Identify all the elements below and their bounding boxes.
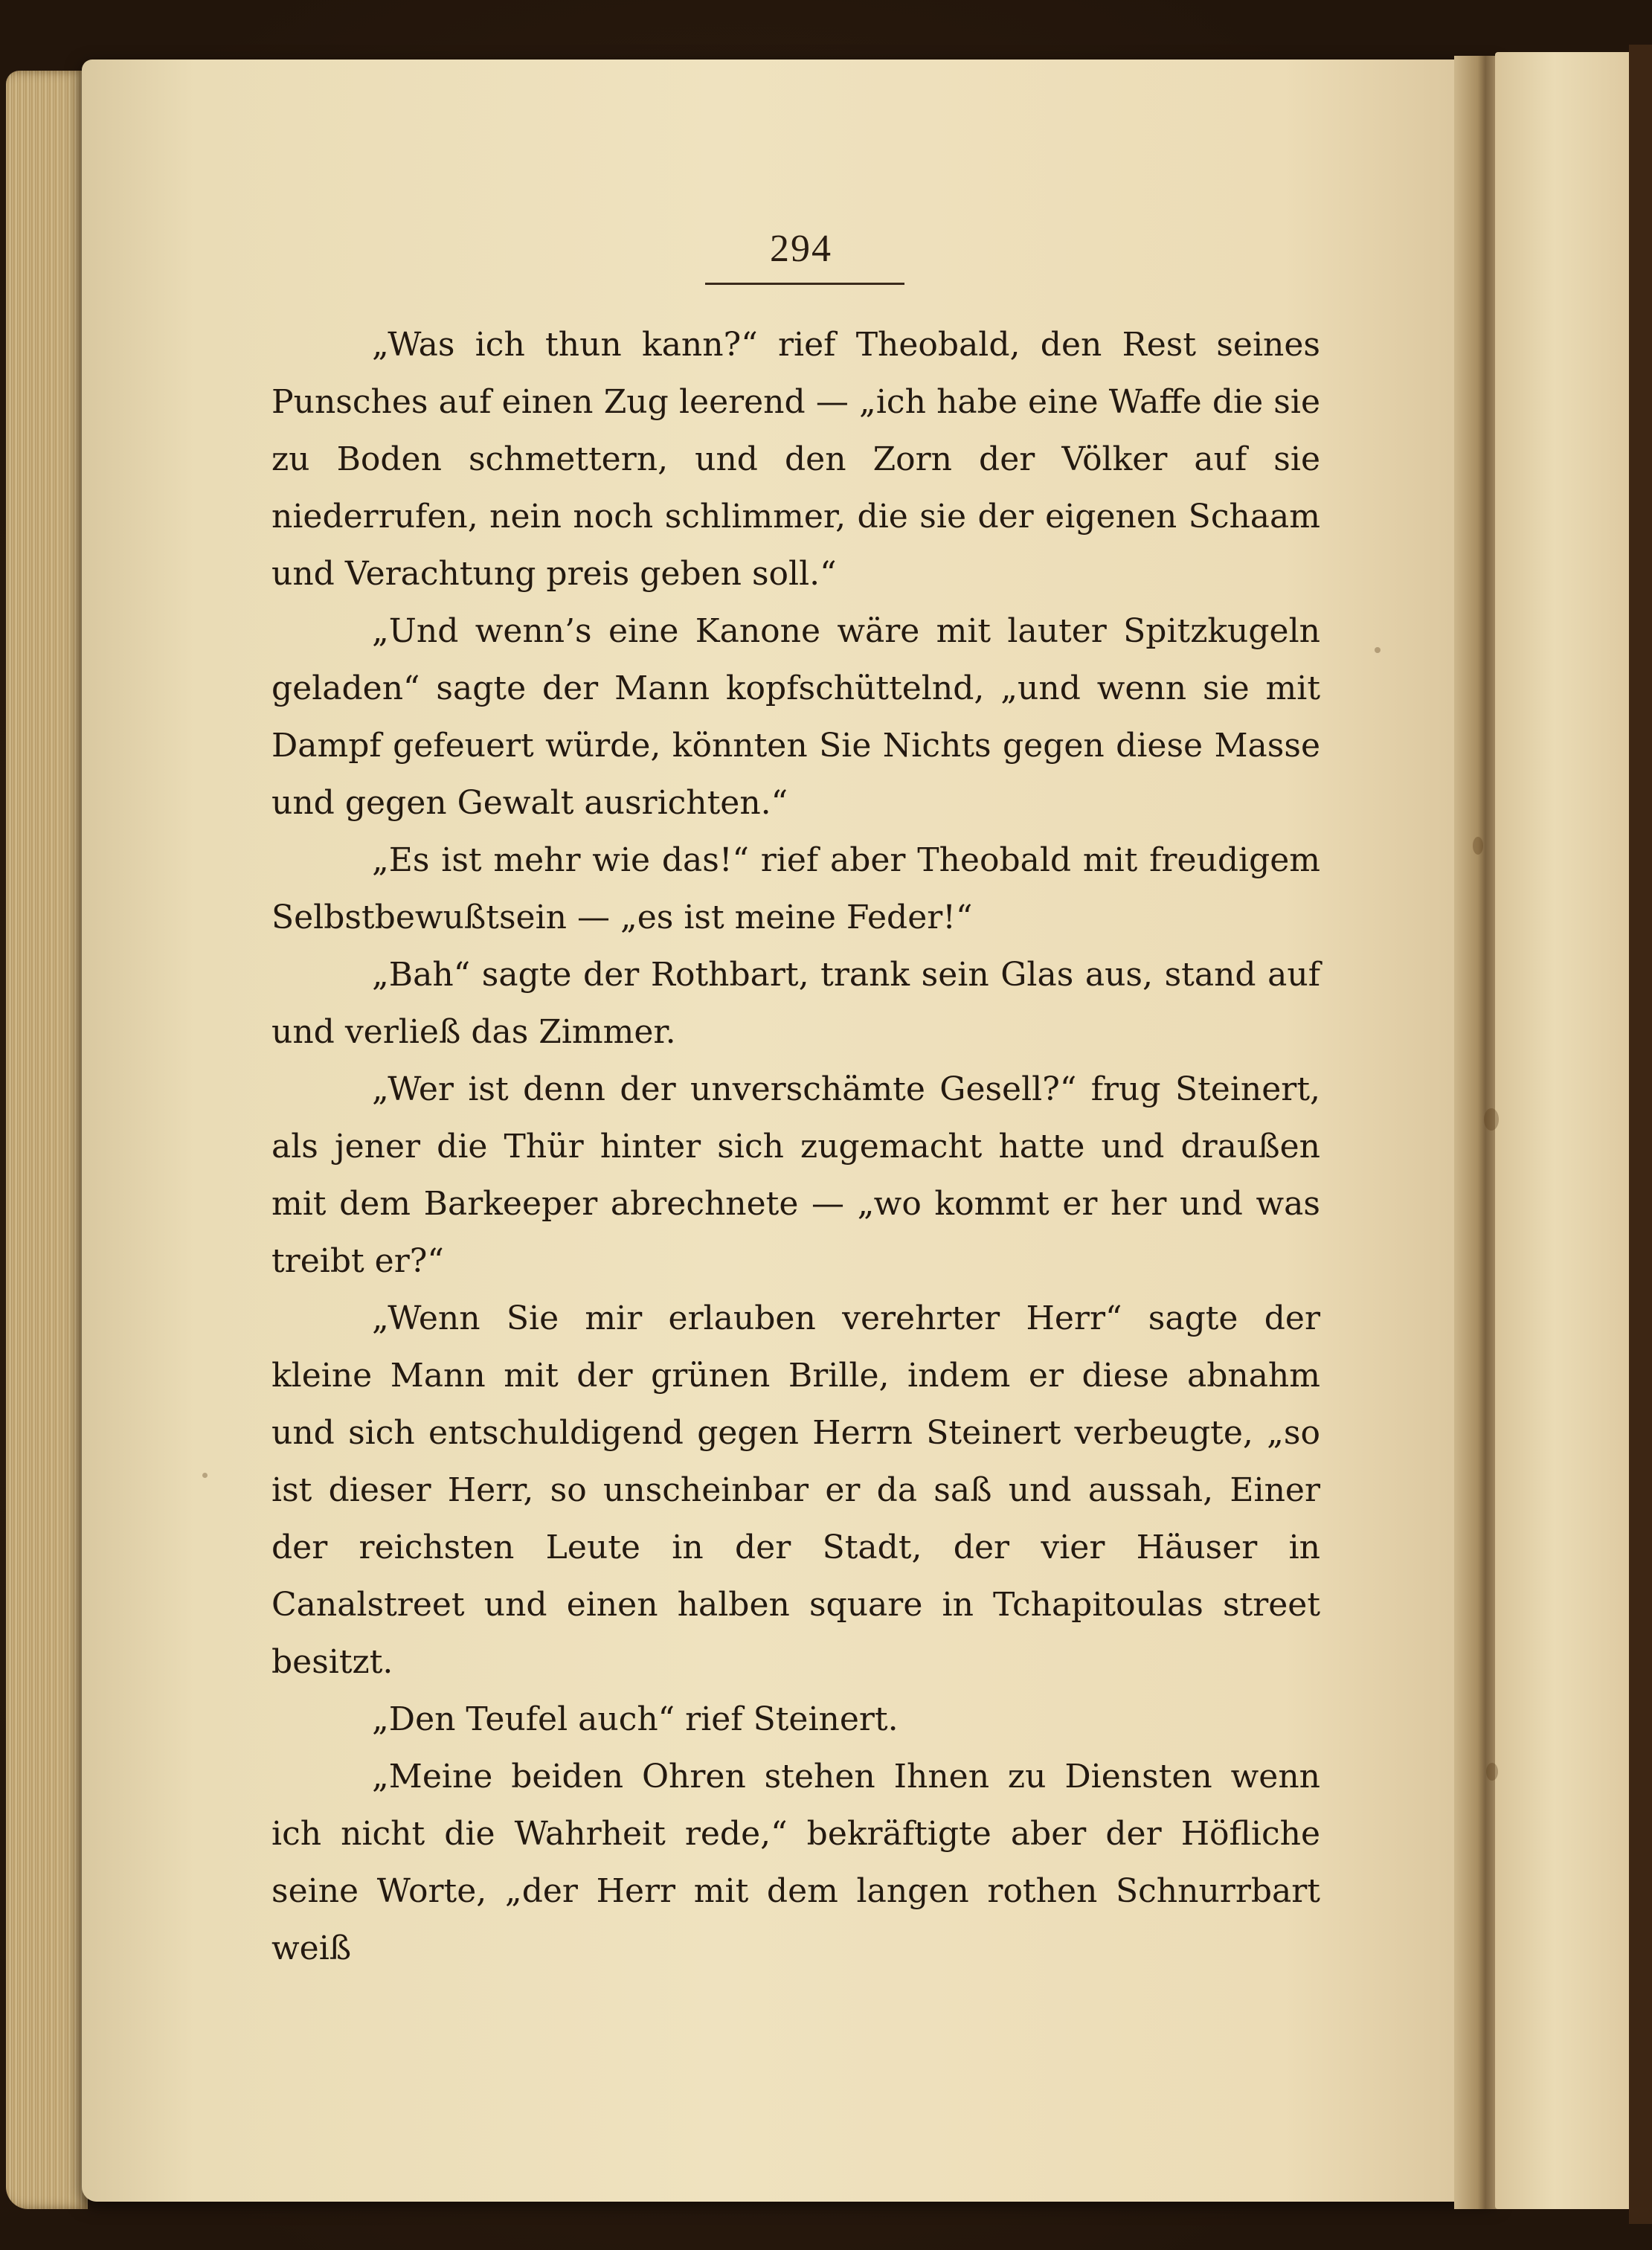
- paragraph: „Wer ist denn der unverschämte Gesell?“ frug Steinert, als jener die Thür hinter sich zugemacht hatte und draußen mit dem Barkeeper abrechnete — „wo kommt er her und was treibt er?“: [271, 1070, 1320, 1280]
- paragraph: „Und wenn’s eine Kanone wäre mit lauter Spitzkugeln geladen“ sagte der Mann kopfschüttelnd, „und wenn sie mit Dampf gefeuert würde, könnten Sie Nichts gegen diese Masse und gegen Gewalt ausrichten.“: [271, 612, 1320, 822]
- page-number: 294: [770, 228, 832, 270]
- right-page-edge: [1495, 52, 1644, 2209]
- paper-stain: [1375, 647, 1381, 653]
- page-edges: [6, 71, 88, 2209]
- paragraph: „Was ich thun kann?“ rief Theobald, den Rest seines Punsches auf einen Zug leerend — „ich habe eine Waffe die sie zu Boden schmettern, und den Zorn der Völker auf sie niederrufen, nein noch schlimmer, die sie der eigenen Schaam und Verachtung preis geben soll.“: [271, 326, 1320, 593]
- body-text: [271, 316, 1320, 1977]
- binding-edge: [1629, 45, 1652, 2224]
- paper-stain: [1473, 837, 1483, 855]
- paragraph: „Meine beiden Ohren stehen Ihnen zu Diensten wenn ich nicht die Wahrheit rede,“ bekräftigte aber der Höfliche seine Worte, „der Herr mit dem langen rothen Schnurrbart weiß: [271, 1758, 1320, 1967]
- paper-stain: [202, 1473, 208, 1478]
- paragraph: „Wenn Sie mir erlauben verehrter Herr“ sagte der kleine Mann mit der grünen Brille, indem er diese abnahm und sich entschuldigend gegen Herrn Steinert verbeugte, „so ist dieser Herr, so unscheinbar er da saß und aussah, Einer der reichsten Leute in der Stadt, der vier Häuser in Canalstreet und einen halben square in Tchapitoulas street besitzt.: [271, 1299, 1320, 1681]
- header-rule: [705, 283, 904, 285]
- paragraph: „Es ist mehr wie das!“ rief aber Theobald mit freudigem Selbstbewußtsein — „es ist meine Feder!“: [271, 841, 1320, 936]
- paper-stain: [1484, 1108, 1499, 1131]
- paragraph: „Bah“ sagte der Rothbart, trank sein Glas aus, stand auf und verließ das Zimmer.: [271, 956, 1320, 1051]
- paper-stain: [1486, 1763, 1498, 1781]
- paragraph: „Den Teufel auch“ rief Steinert.: [372, 1700, 899, 1738]
